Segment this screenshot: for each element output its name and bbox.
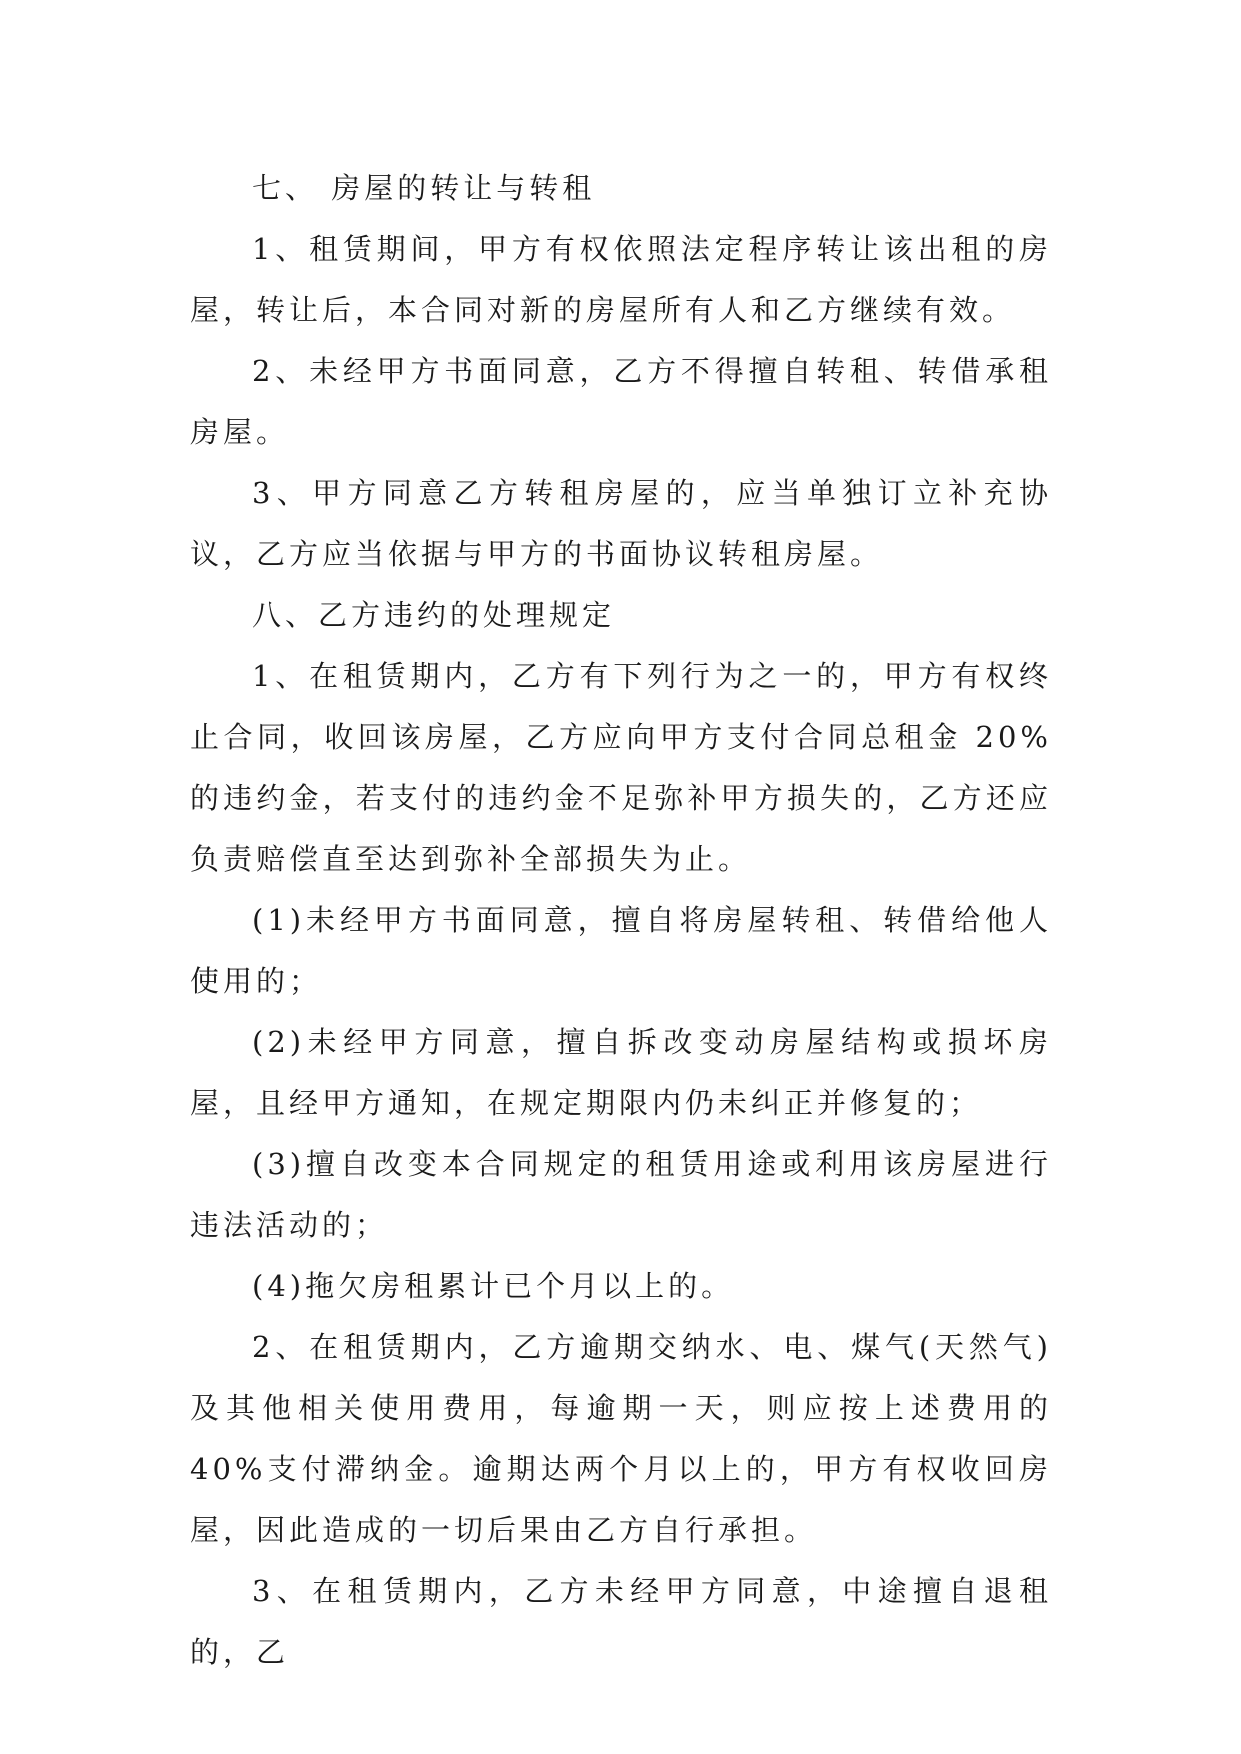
clause-paragraph: 3、甲方同意乙方转租房屋的，应当单独订立补充协议，乙方应当依据与甲方的书面协议转租房屋。 [190, 476, 1052, 571]
clause-paragraph: 2、未经甲方书面同意，乙方不得擅自转租、转借承租房屋。 [190, 354, 1052, 449]
clause-paragraph: 3、在租赁期内，乙方未经甲方同意，中途擅自退租的，乙 [190, 1574, 1052, 1669]
clause-paragraph: 1、在租赁期内，乙方有下列行为之一的，甲方有权终止合同，收回该房屋，乙方应向甲方支付合同总租金 20%的违约金，若支付的违约金不足弥补甲方损失的，乙方还应负责赔偿直至达到弥补全部损失为止。 [190, 659, 1052, 876]
section-heading-transfer: 七、 房屋的转让与转租 [252, 171, 596, 205]
sub-clause-paragraph: (3)擅自改变本合同规定的租赁用途或利用该房屋进行违法活动的； [190, 1147, 1052, 1242]
sub-clause-paragraph: (1)未经甲方书面同意，擅自将房屋转租、转借给他人使用的； [190, 903, 1052, 998]
section-heading-breach: 八、乙方违约的处理规定 [252, 598, 616, 632]
sub-clause-paragraph: (4)拖欠房租累计已个月以上的。 [252, 1269, 735, 1303]
sub-clause-paragraph: (2)未经甲方同意，擅自拆改变动房屋结构或损坏房屋，且经甲方通知，在规定期限内仍未纠正并修复的； [190, 1025, 1052, 1120]
document-body [190, 158, 1052, 1683]
clause-paragraph: 2、在租赁期内，乙方逾期交纳水、电、煤气(天然气)及其他相关使用费用，每逾期一天，则应按上述费用的 40%支付滞纳金。逾期达两个月以上的，甲方有权收回房屋，因此造成的一切后果由乙方自行承担。 [190, 1330, 1052, 1547]
clause-paragraph: 1、租赁期间，甲方有权依照法定程序转让该出租的房屋，转让后，本合同对新的房屋所有人和乙方继续有效。 [190, 232, 1052, 327]
